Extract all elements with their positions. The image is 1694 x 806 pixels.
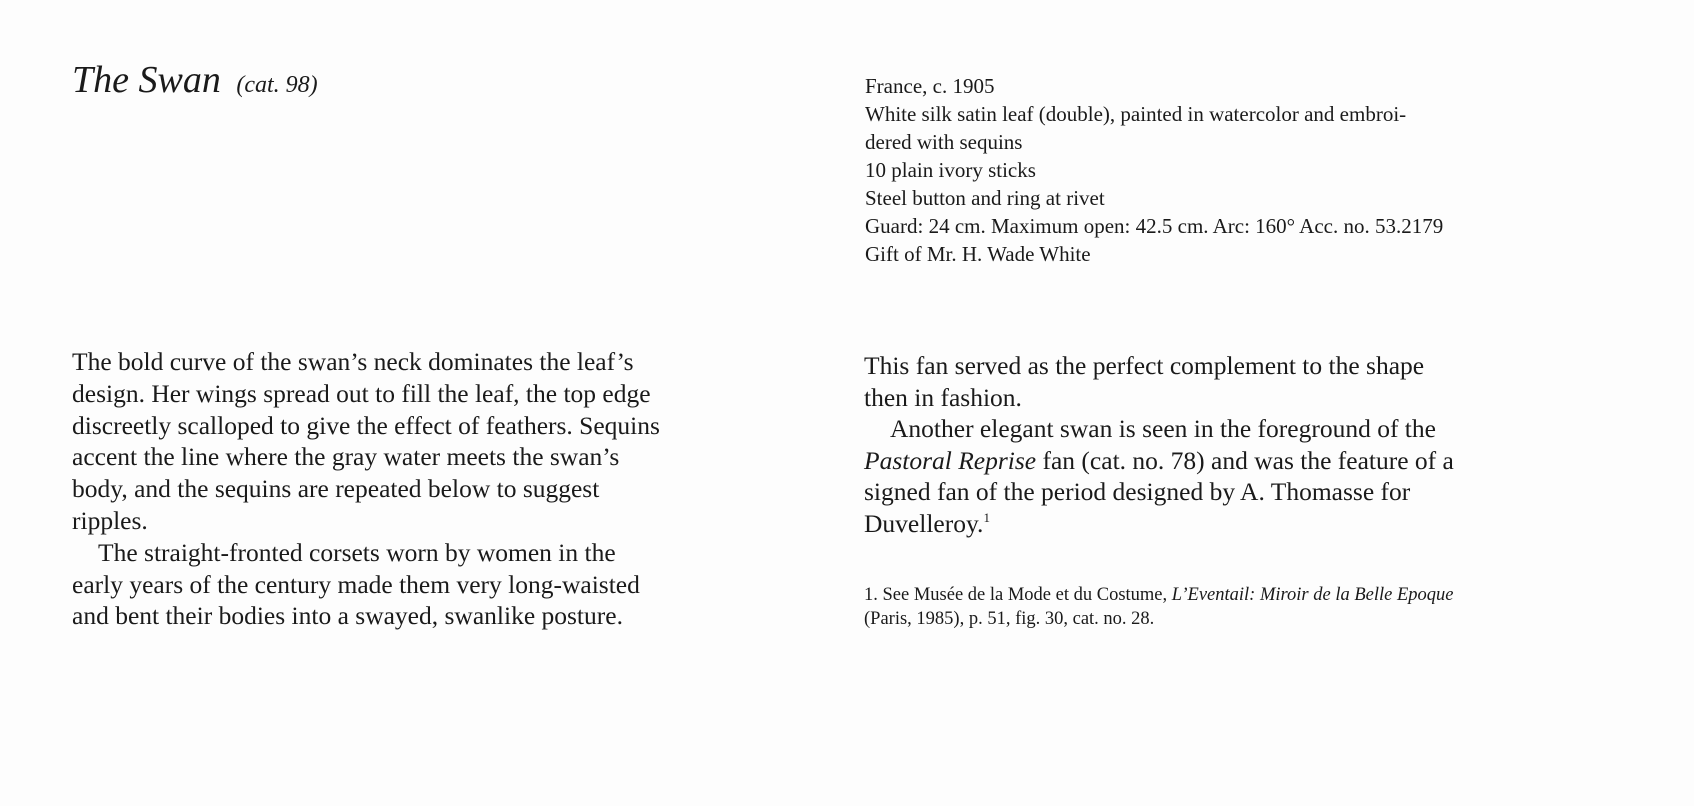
body-line [864,508,1604,540]
catalog-line-origin: France, c. 1905 [865,74,995,98]
body-line: body, and the sequins are repeated below to suggest [72,474,600,504]
title-text: The Swan [72,59,221,101]
footnote-italic-title: L’Eventail: Miroir de la Belle Epoque [1171,585,1454,605]
body-line: early years of the century made them very long-waisted [72,569,640,599]
body-line: and bent their bodies into a swayed, swanlike posture. [72,601,623,631]
catalog-reference: (cat. 98) [236,72,318,98]
fan-title-italic: Pastoral Reprise [864,445,1037,475]
page-title [72,56,318,109]
catalog-line-dimensions: Guard: 24 cm. Maximum open: 42.5 cm. Arc: 160° Acc. no. 53.2179 [865,214,1444,238]
footnote-marker: 1 [983,509,990,525]
body-line: The bold curve of the swan’s neck dominates the leaf’s [72,347,634,376]
catalog-entry [865,72,1605,268]
body-line: This fan served as the perfect complement to the shape [864,351,1425,380]
body-line-end: Duvelleroy. [864,508,984,538]
catalog-line-leaf-cont: dered with sequins [865,130,1023,154]
body-line: then in fashion. [864,382,1022,412]
footnote-line [864,583,1624,607]
body-line-paragraph-start: Another elegant swan is seen in the foreground of the [890,414,1436,443]
body-line: discreetly scalloped to give the effect of feathers. Sequins [72,410,660,440]
footnote-line: (Paris, 1985), p. 51, fig. 30, cat. no. 28. [864,609,1155,629]
body-line [864,445,1604,477]
catalog-line-sticks: 10 plain ivory sticks [865,158,1036,182]
footnote [864,583,1624,631]
catalog-line-leaf: White silk satin leaf (double), painted in watercolor and embroi- [865,102,1407,126]
body-line-rest: fan (cat. no. 78) and was the feature of a [1036,445,1454,475]
body-line: design. Her wings spread out to fill the leaf, the top edge [72,378,651,408]
body-line-paragraph-start: The straight-fronted corsets worn by women in the [98,537,616,567]
body-text-right [864,350,1604,539]
body-text-left [72,346,792,632]
body-line: accent the line where the gray water meets the swan’s [72,442,620,472]
body-line: ripples. [72,505,148,535]
catalog-line-credit: Gift of Mr. H. Wade White [865,242,1091,266]
body-line: signed fan of the period designed by A. Thomasse for [864,477,1411,506]
footnote-prefix: 1. See Musée de la Mode et du Costume, [864,585,1172,605]
catalog-line-rivet: Steel button and ring at rivet [865,186,1105,210]
